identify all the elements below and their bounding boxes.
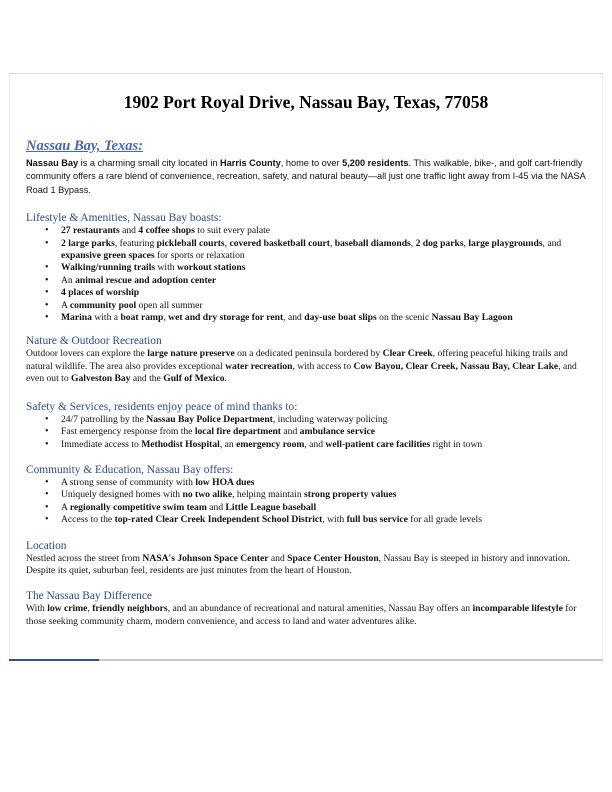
text-run: with — [155, 262, 177, 274]
bold-text: no two alike — [182, 489, 233, 501]
list-item — [61, 439, 586, 451]
section-paragraph — [26, 603, 586, 628]
text-run: A strong sense of community with — [61, 476, 196, 488]
text-run: , with — [322, 514, 347, 526]
section-heading: The Nassau Bay Difference — [26, 590, 152, 603]
bold-text: friendly neighbors — [92, 603, 168, 615]
bold-text: day-use boat slips — [304, 312, 377, 324]
bold-text: well-patient care facilities — [325, 438, 431, 450]
bottom-divider-accent — [9, 659, 99, 661]
list-item — [61, 312, 586, 324]
text-run: , — [330, 237, 335, 249]
text-run: and — [119, 225, 139, 237]
bold-text: community pool — [69, 299, 137, 311]
bullet-list — [26, 225, 586, 324]
bold-text: regionally competitive swim team — [69, 501, 207, 513]
bold-text: Nassau Bay — [26, 158, 79, 168]
bold-text: ambulance service — [299, 426, 376, 438]
text-run: for all grade levels — [407, 514, 482, 526]
list-item — [61, 287, 586, 299]
bold-text: Gulf of Mexico — [163, 373, 225, 385]
bold-text: 5,200 residents — [342, 158, 409, 168]
text-run: A — [61, 299, 70, 311]
bold-text: NASA's Johnson Space Center — [142, 552, 269, 564]
text-run: Outdoor lovers can explore the — [26, 348, 148, 360]
text-run: is a charming small city located in — [78, 158, 221, 168]
bold-text: top-rated Clear Creek Independent School District — [114, 514, 323, 526]
bold-text: wet and dry storage for rent — [168, 312, 284, 324]
text-run: , and — [283, 312, 305, 324]
list-item — [61, 502, 586, 514]
bold-text: 4 places of worship — [61, 287, 140, 299]
text-run: , helping maintain — [232, 489, 305, 501]
intro-heading: Nassau Bay, Texas: — [26, 138, 143, 154]
text-run: 24/7 patrolling by the — [61, 413, 147, 425]
list-item — [61, 262, 586, 274]
text-run: Immediate access to — [61, 438, 142, 450]
bold-text: Galveston Bay — [71, 373, 131, 385]
text-run: , — [224, 237, 230, 249]
section-paragraph — [26, 348, 586, 385]
text-run: , — [463, 237, 469, 249]
bold-text: covered basketball court — [229, 237, 330, 249]
text-run: , Nassau Bay is steeped in history and innovation. Despite its quiet, suburban feel, residents are just minutes from the heart of Houston. — [26, 552, 570, 576]
text-run: . — [224, 373, 227, 385]
list-item — [61, 238, 586, 263]
text-run: to suit every palate — [194, 225, 270, 237]
text-run: , — [87, 603, 93, 615]
section-heading: Location — [26, 539, 67, 552]
document-body — [26, 138, 586, 628]
bold-text: strong property values — [304, 489, 397, 501]
bold-text: 27 restaurants — [61, 225, 120, 237]
document-title: 1902 Port Royal Drive, Nassau Bay, Texas, 77058 — [123, 92, 489, 112]
intro-paragraph — [26, 157, 586, 197]
text-run: on a dedicated peninsula bordered by — [234, 348, 383, 360]
bold-text: Clear Creek — [382, 348, 433, 360]
text-run: Fast emergency response from the — [61, 426, 195, 438]
bold-text: Little League baseball — [225, 501, 317, 513]
list-item — [61, 414, 586, 426]
section-difference — [26, 589, 586, 628]
bold-text: Marina — [61, 312, 92, 324]
list-item — [61, 225, 586, 237]
text-run: for sports or relaxation — [154, 250, 245, 262]
bold-text: baseball diamonds — [334, 237, 411, 249]
bold-text: large nature preserve — [147, 348, 235, 360]
text-run: with a — [91, 312, 121, 324]
bold-text: large playgrounds — [468, 237, 543, 249]
list-item — [61, 514, 586, 526]
bold-text: Methodist Hospital — [141, 438, 220, 450]
text-run: on the scenic — [376, 312, 432, 324]
section-nature — [26, 334, 586, 385]
bold-text: low crime — [47, 603, 88, 615]
bold-text: emergency room — [236, 438, 305, 450]
text-run: , offering peaceful hiking trails and natural wildlife. The area also provides exceptional — [26, 348, 568, 372]
text-run: Uniquely designed homes with — [61, 489, 183, 501]
section-paragraph — [26, 553, 586, 578]
text-run: Nestled across the street from — [26, 552, 143, 564]
bold-text: Harris County — [220, 158, 281, 168]
text-run: Access to the — [61, 514, 115, 526]
text-run: , and even out to — [26, 360, 577, 385]
bold-text: Cow Bayou, Clear Creek, Nassau Bay, Clear Lake — [353, 360, 559, 372]
text-run: open all summer — [136, 299, 203, 311]
intro-section — [26, 138, 586, 197]
bold-text: 2 dog parks — [415, 237, 464, 249]
bold-text: full bus service — [346, 514, 408, 526]
text-run: , home to over — [280, 158, 343, 168]
bold-text: pickleball courts — [156, 237, 225, 249]
text-run: With — [26, 603, 48, 615]
bullet-list — [26, 477, 586, 527]
bold-text: low HOA dues — [195, 476, 255, 488]
text-run: and — [206, 501, 226, 513]
bold-text: animal rescue and adoption center — [75, 274, 217, 286]
section-heading: Lifestyle & Amenities, Nassau Bay boasts: — [26, 212, 222, 225]
text-run: and — [281, 426, 300, 438]
bullet-list — [26, 414, 586, 451]
text-run: , and — [304, 438, 326, 450]
text-run: , an — [219, 438, 237, 450]
bold-text: Walking/running trails — [61, 262, 156, 274]
bold-text: incomparable lifestyle — [472, 603, 563, 615]
bold-text: 2 large parks — [61, 237, 115, 249]
text-run: A — [61, 501, 70, 513]
text-run: , with access to — [292, 360, 354, 372]
text-run: , — [163, 312, 169, 324]
text-run: An — [61, 274, 76, 286]
bold-text: Space Center Houston — [287, 552, 379, 564]
text-run: right in town — [430, 438, 483, 450]
section-lifestyle — [26, 211, 586, 324]
section-heading: Community & Education, Nassau Bay offers: — [26, 463, 234, 476]
section-community — [26, 463, 586, 527]
section-safety — [26, 400, 586, 451]
list-item — [61, 426, 586, 438]
bold-text: Nassau Bay Police Department — [146, 413, 273, 425]
text-run: , featuring — [114, 237, 157, 249]
bold-text: boat ramp — [120, 312, 164, 324]
list-item — [61, 300, 586, 312]
list-item — [61, 489, 586, 501]
section-heading: Safety & Services, residents enjoy peace of mind thanks to: — [26, 400, 298, 413]
text-run: , and an abundance of recreational and natural amenities, Nassau Bay offers an — [167, 603, 473, 615]
bold-text: Nassau Bay Lagoon — [431, 312, 513, 324]
text-run: , and — [542, 237, 562, 249]
bold-text: workout stations — [176, 262, 246, 274]
bold-text: 4 coffee shops — [138, 225, 195, 237]
section-heading: Nature & Outdoor Recreation — [26, 335, 162, 348]
text-run: and the — [130, 373, 164, 385]
text-run: , including waterway policing — [272, 413, 388, 425]
bold-text: expansive green spaces — [61, 250, 155, 262]
text-run: . This walkable, bike-, and golf cart-friendly community offers a rare blend of convenience, recreation, safety, and natural beauty—all just one traffic light away from I-45 via the NASA Road 1 Bypass. — [26, 158, 586, 195]
list-item — [61, 275, 586, 287]
text-run: and — [268, 552, 288, 564]
bold-text: local fire department — [194, 426, 281, 438]
section-location — [26, 539, 586, 578]
text-run: , — [410, 237, 416, 249]
list-item — [61, 477, 586, 489]
bold-text: water recreation — [225, 360, 293, 372]
text-run: for those seeking community charm, modern convenience, and access to land and water adventures alike. — [26, 603, 577, 627]
